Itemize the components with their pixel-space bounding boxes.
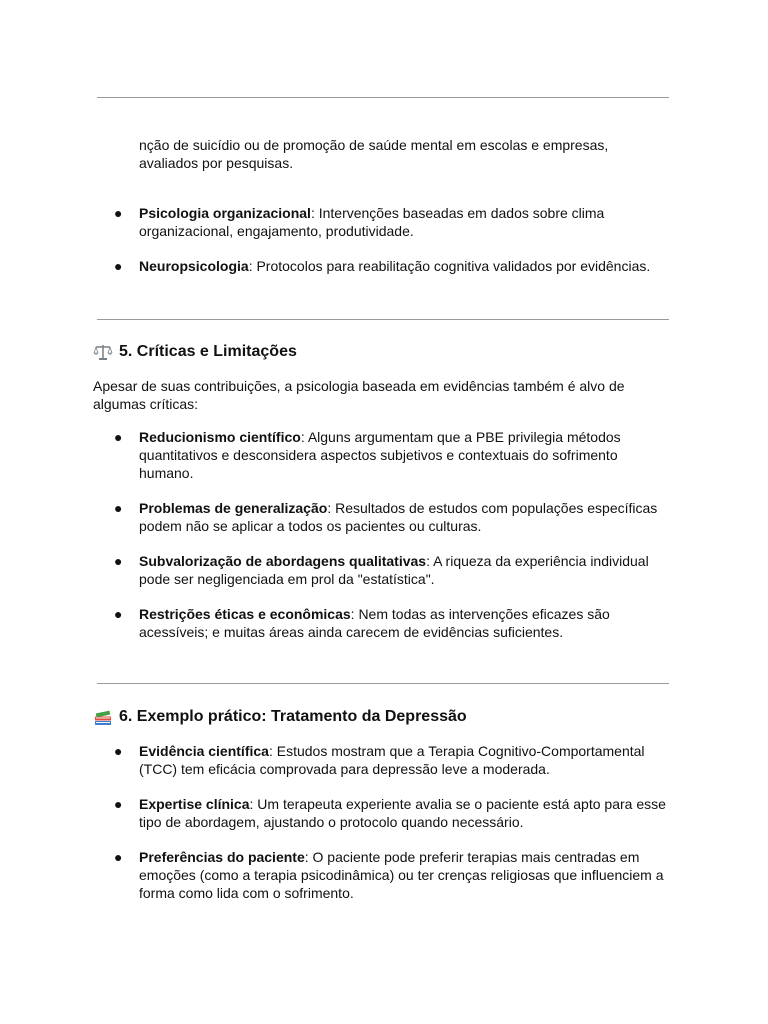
section6-title: 6. Exemplo prático: Tratamento da Depressão	[119, 708, 467, 725]
bullet-icon: ●	[114, 258, 123, 274]
item-desc: : A riqueza da experiência individual pode ser negligenciada em prol da "estatística".	[139, 553, 649, 587]
list-item	[114, 499, 674, 535]
list-item	[114, 552, 674, 588]
item-desc: : Um terapeuta experiente avalia se o paciente está apto para esse tipo de abordagem, ajustando o protocolo quando necessário.	[139, 796, 666, 830]
divider-section6	[97, 683, 669, 684]
bullet-icon: ●	[114, 606, 123, 622]
item-term: Psicologia organizacional	[139, 205, 311, 221]
section5-title: 5. Críticas e Limitações	[119, 343, 297, 360]
bullet-icon: ●	[114, 849, 123, 865]
list-item	[114, 204, 674, 240]
section6-heading	[93, 707, 467, 727]
divider-top	[97, 97, 669, 98]
item-desc: : Protocolos para reabilitação cognitiva validados por evidências.	[248, 258, 651, 274]
item-desc: : Intervenções baseadas em dados sobre clima organizacional, engajamento, produtividade.	[139, 205, 605, 239]
item-desc: : Estudos mostram que a Terapia Cognitivo-Comportamental (TCC) tem eficácia comprovada para depressão leve a moderada.	[139, 743, 645, 777]
item-desc: : Resultados de estudos com populações específicas podem não se aplicar a todos os pacientes ou culturas.	[139, 500, 658, 534]
item-term: Evidência científica	[139, 743, 269, 759]
list-item	[114, 428, 674, 482]
divider-section5	[97, 319, 669, 320]
item-term: Restrições éticas e econômicas	[139, 606, 351, 622]
continuation-text: nção de suicídio ou de promoção de saúde mental em escolas e empresas, avaliados por pesquisas.	[139, 137, 609, 171]
section5-intro: Apesar de suas contribuições, a psicologia baseada em evidências também é alvo de algumas críticas:	[93, 378, 625, 412]
bullet-icon: ●	[114, 553, 123, 569]
list-item	[114, 742, 674, 778]
example-list	[114, 742, 674, 902]
item-term: Preferências do paciente	[139, 849, 305, 865]
item-desc: : Nem todas as intervenções eficazes são acessíveis; e muitas áreas ainda carecem de evidências suficientes.	[139, 606, 610, 640]
item-term: Expertise clínica	[139, 796, 250, 812]
books-icon	[93, 707, 113, 727]
bullet-icon: ●	[114, 500, 123, 516]
bullet-icon: ●	[114, 796, 123, 812]
list-item	[114, 795, 674, 831]
balance-scale-icon	[93, 342, 113, 362]
item-term: Neuropsicologia	[139, 258, 249, 274]
criticisms-list	[114, 428, 674, 641]
section5-heading	[93, 342, 297, 362]
applications-list	[114, 204, 674, 275]
item-desc: : Alguns argumentam que a PBE privilegia métodos quantitativos e desconsidera aspectos subjetivos e contextuais do sofrimento humano.	[139, 429, 621, 481]
item-term: Problemas de generalização	[139, 500, 328, 516]
bullet-icon: ●	[114, 429, 123, 445]
list-item	[114, 605, 674, 641]
list-item	[114, 257, 674, 275]
item-term: Reducionismo científico	[139, 429, 301, 445]
bullet-icon: ●	[114, 743, 123, 759]
item-term: Subvalorização de abordagens qualitativas	[139, 553, 427, 569]
item-desc: : O paciente pode preferir terapias mais centradas em emoções (como a terapia psicodinâmica) ou ter crenças religiosas que influenciem a forma como lida com o sofrimento.	[139, 849, 664, 901]
list-item	[114, 848, 674, 902]
bullet-icon: ●	[114, 205, 123, 221]
